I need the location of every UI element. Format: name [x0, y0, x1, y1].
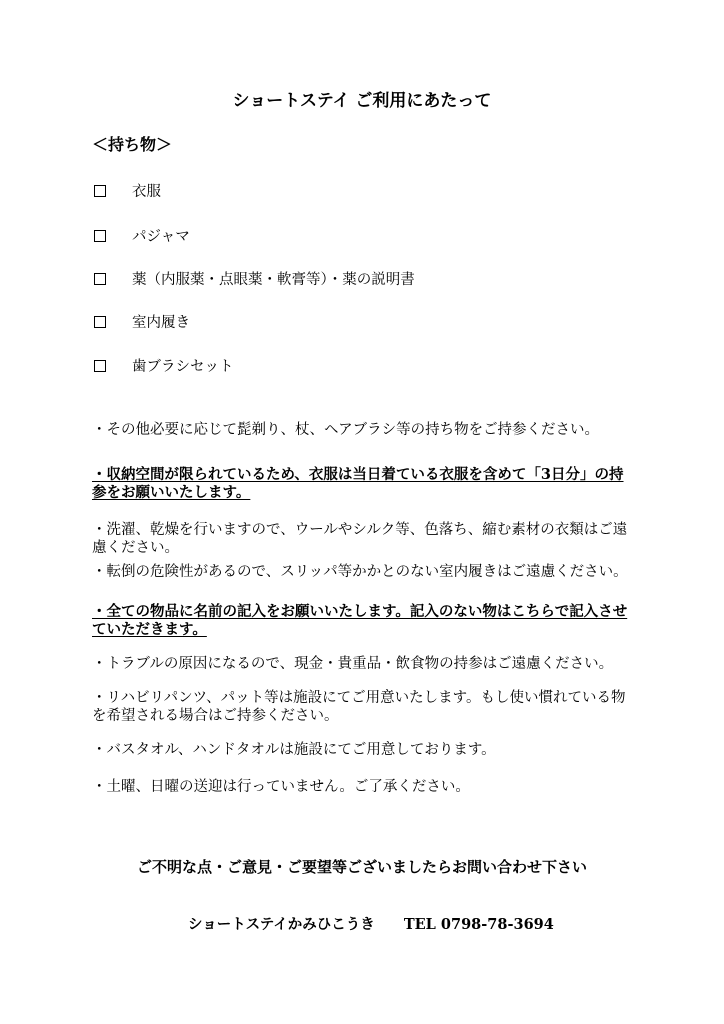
facility-name: ショートステイかみひこうき	[188, 917, 375, 933]
checklist-item	[94, 225, 190, 246]
belongings-heading: ＜持ち物＞	[92, 135, 173, 154]
telephone-number: TEL 0798-78-3694	[403, 916, 554, 933]
checklist-item	[94, 268, 415, 289]
checkbox-icon	[94, 316, 106, 328]
note-slippers: ・転倒の危険性があるので、スリッパ等かかとのない室内履きはご遠慮ください。	[92, 564, 628, 580]
note-laundry: ・洗濯、乾燥を行いますので、ウールやシルク等、色落ち、縮む素材の衣類はご遠慮ください。	[92, 522, 628, 556]
contact-message: ご不明な点・ご意見・ご要望等ございましたらお問い合わせ下さい	[136, 858, 587, 876]
checklist-item	[94, 311, 190, 332]
note-clothing-limit: ・収納空間が限られているため、衣服は当日着ている衣服を含めて「3日分」の持参をお願いいたします。	[92, 466, 624, 501]
note-extra-items: ・その他必要に応じて髭剃り、杖、ヘアブラシ等の持ち物をご持参ください。	[92, 422, 600, 438]
checkbox-icon	[94, 360, 106, 372]
checklist-item	[94, 180, 161, 201]
checkbox-icon	[94, 185, 106, 197]
checklist-item-label: パジャマ	[132, 229, 190, 245]
checklist-item-label: 歯ブラシセット	[132, 359, 234, 375]
checkbox-icon	[94, 230, 106, 242]
note-name-labels: ・全ての物品に名前の記入をお願いいたします。記入のない物はこちらで記入させていただきます。	[92, 603, 628, 638]
note-valuables: ・トラブルの原因になるので、現金・貴重品・飲食物の持参はご遠慮ください。	[92, 656, 614, 672]
checklist-item	[94, 355, 234, 376]
checklist-item-label: 衣服	[132, 184, 161, 200]
document-title: ショートステイ ご利用にあたって	[232, 91, 492, 111]
checklist-item-label: 薬（内服薬・点眼薬・軟膏等）・薬の説明書	[132, 272, 415, 288]
checkbox-icon	[94, 273, 106, 285]
note-towels: ・バスタオル、ハンドタオルは施設にてご用意しております。	[92, 742, 496, 758]
facility-contact	[188, 913, 554, 934]
checklist-item-label: 室内履き	[132, 315, 190, 331]
note-weekend-transport: ・土曜、日曜の送迎は行っていません。ご了承ください。	[92, 779, 470, 795]
note-rehab-pants: ・リハビリパンツ、パット等は施設にてご用意いたします。もし使い慣れている物を希望される場合はご持参ください。	[92, 690, 626, 724]
